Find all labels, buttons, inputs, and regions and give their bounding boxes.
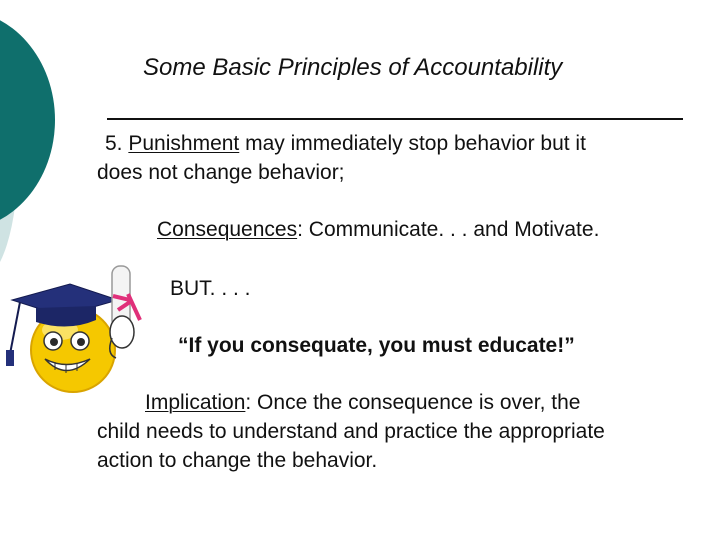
- point-5-line-2: does not change behavior;: [97, 161, 345, 184]
- slide-title: Some Basic Principles of Accountability: [143, 54, 563, 81]
- implication-line-1: [145, 388, 580, 418]
- point-number: 5.: [105, 132, 123, 155]
- implication-term: Implication: [145, 391, 246, 414]
- point-5-text: may immediately stop behavior but it: [239, 132, 586, 155]
- punishment-term: Punishment: [128, 132, 240, 155]
- implication-line-3: action to change the behavior.: [97, 449, 378, 472]
- consequences-text: : Communicate. . . and Motivate.: [297, 218, 600, 241]
- implication-line-2: child needs to understand and practice the appropriate: [97, 420, 605, 443]
- but-line: BUT. . . .: [170, 277, 251, 300]
- consequences-line: [157, 215, 599, 245]
- title-divider: [107, 118, 683, 120]
- point-5-line-1: [105, 129, 586, 159]
- consequences-term: Consequences: [157, 218, 298, 241]
- dark-teal-circle: [0, 10, 55, 230]
- quote-line: “If you consequate, you must educate!”: [178, 334, 575, 357]
- graduation-smiley-icon: [0, 258, 160, 408]
- implication-text: : Once the consequence is over, the: [245, 391, 581, 414]
- corner-decoration: [0, 0, 60, 280]
